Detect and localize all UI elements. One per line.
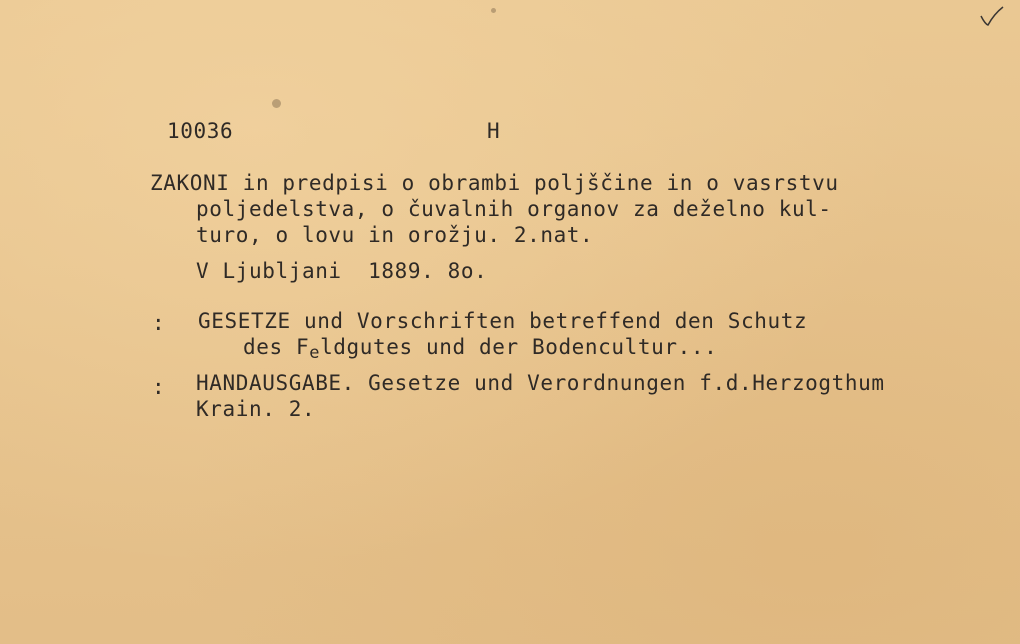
ink-spot xyxy=(491,8,496,13)
ink-spot xyxy=(272,99,281,108)
related-entry-line: HANDAUSGABE. Gesetze und Verordnungen f.d.Herzogthum xyxy=(196,371,885,395)
call-number: 10036 xyxy=(167,119,234,143)
text-fragment: des F xyxy=(243,335,310,359)
title-line-1: ZAKONI in predpisi o obrambi poljščine in o vasrstvu xyxy=(150,171,839,195)
related-entry-bullet: : xyxy=(152,375,166,399)
checkmark-icon xyxy=(978,4,1006,28)
imprint: V Ljubljani 1889. 8o. xyxy=(196,259,488,283)
related-entry-bullet: : xyxy=(152,311,166,335)
related-entry-line xyxy=(243,334,717,362)
related-entry-line: GESETZE und Vorschriften betreffend den Schutz xyxy=(198,309,808,333)
related-entry-line: Krain. 2. xyxy=(196,397,316,421)
section-letter: H xyxy=(487,119,501,143)
title-line-3: turo, o lovu in orožju. 2.nat. xyxy=(196,223,594,247)
subscript-letter: e xyxy=(309,343,321,363)
text-fragment: ldgutes und der Bodencultur... xyxy=(320,335,718,359)
title-line-2: poljedelstva, o čuvalnih organov za deželno kul- xyxy=(196,197,832,221)
